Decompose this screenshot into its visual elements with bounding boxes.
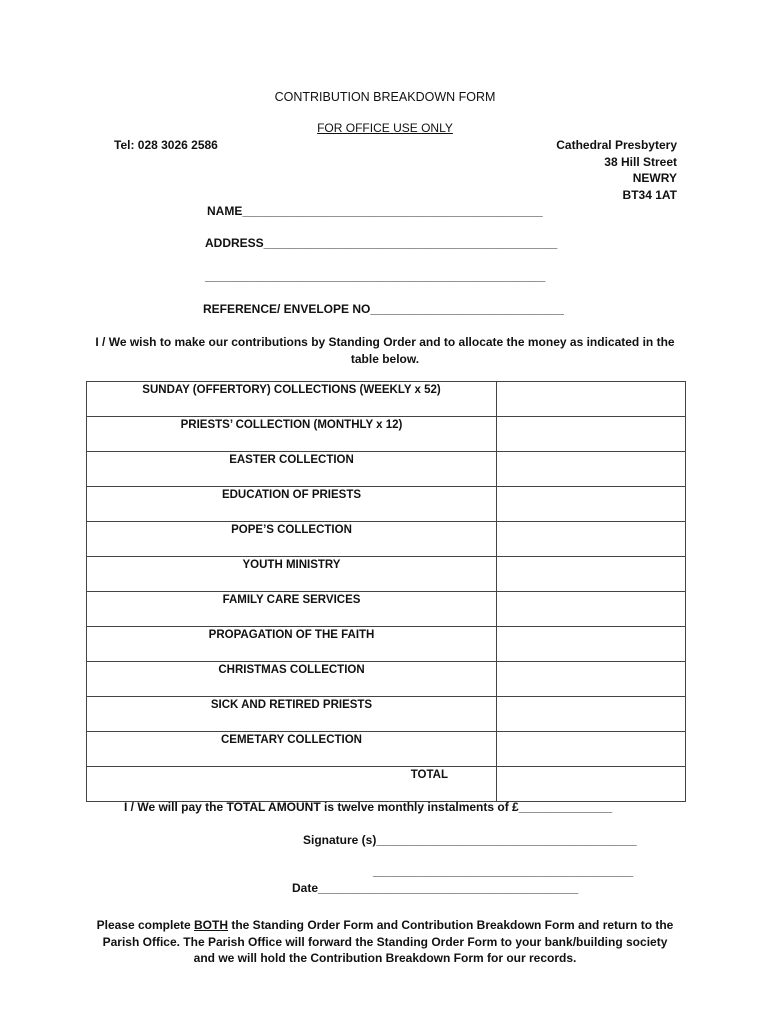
amount-cell[interactable] (497, 732, 686, 767)
collection-label: EDUCATION OF PRIESTS (87, 487, 497, 522)
total-row (87, 767, 686, 802)
amount-cell[interactable] (497, 522, 686, 557)
address-line-2: 38 Hill Street (604, 155, 677, 169)
footer-text-pre: Please complete (96, 918, 195, 932)
collection-label: EASTER COLLECTION (87, 452, 497, 487)
intro-paragraph: I / We wish to make our contributions by Standing Order and to allocate the money as indicated in the table below. (95, 335, 675, 366)
table-row (87, 697, 686, 732)
table-row (87, 382, 686, 417)
total-label: TOTAL (87, 767, 497, 802)
footer-instructions (0, 917, 770, 967)
collection-label: PROPAGATION OF THE FAITH (87, 627, 497, 662)
table-row (87, 662, 686, 697)
amount-cell[interactable] (497, 382, 686, 417)
amount-cell[interactable] (497, 697, 686, 732)
collection-label: CHRISTMAS COLLECTION (87, 662, 497, 697)
amount-cell[interactable] (497, 627, 686, 662)
collection-label: FAMILY CARE SERVICES (87, 592, 497, 627)
collection-label: YOUTH MINISTRY (87, 557, 497, 592)
table-row (87, 452, 686, 487)
table-row (87, 732, 686, 767)
collection-label: SICK AND RETIRED PRIESTS (87, 697, 497, 732)
address-line-3: NEWRY (632, 171, 677, 185)
table-row (87, 627, 686, 662)
amount-cell[interactable] (497, 557, 686, 592)
amount-cell[interactable] (497, 592, 686, 627)
footer-text-post: the Standing Order Form and Contribution Breakdown Form and return to the Parish Office. The Parish Office will forward the Standing Order Form to your bank/building society and we will hold the Contribution Breakdown Form for our records. (102, 918, 674, 965)
telephone: Tel: 028 3026 2586 (114, 138, 218, 152)
amount-cell[interactable] (497, 662, 686, 697)
table-row (87, 557, 686, 592)
table-row (87, 522, 686, 557)
amount-cell[interactable] (497, 452, 686, 487)
footer-both: BOTH (194, 918, 229, 932)
signature-field-line-2[interactable]: _______________________________________ (373, 864, 634, 878)
collection-label: CEMETARY COLLECTION (87, 732, 497, 767)
signature-field[interactable]: Signature (s)_______________________________________ (303, 833, 637, 847)
date-field[interactable]: Date_______________________________________ (292, 881, 579, 895)
address-line-1: Cathedral Presbytery (556, 138, 677, 152)
collection-label: PRIESTS’ COLLECTION (MONTHLY x 12) (87, 417, 497, 452)
amount-cell[interactable] (497, 417, 686, 452)
collection-label: SUNDAY (OFFERTORY) COLLECTIONS (WEEKLY x 52) (87, 382, 497, 417)
table-row (87, 417, 686, 452)
address-line-4: BT34 1AT (622, 188, 677, 202)
table-row (87, 592, 686, 627)
payment-statement[interactable]: I / We will pay the TOTAL AMOUNT is twelve monthly instalments of £______________ (124, 800, 613, 814)
amount-cell[interactable] (497, 487, 686, 522)
office-use-label: FOR OFFICE USE ONLY (317, 121, 453, 135)
address-field-line-2[interactable]: ___________________________________________________ (205, 269, 546, 283)
collection-label: POPE’S COLLECTION (87, 522, 497, 557)
name-field[interactable]: NAME_____________________________________________ (207, 204, 543, 218)
form-title: CONTRIBUTION BREAKDOWN FORM (274, 90, 496, 104)
contribution-table (86, 381, 686, 802)
total-amount-cell[interactable] (497, 767, 686, 802)
address-field[interactable]: ADDRESS____________________________________________ (205, 236, 558, 250)
reference-field[interactable]: REFERENCE/ ENVELOPE NO_____________________________ (203, 302, 564, 316)
table-row (87, 487, 686, 522)
